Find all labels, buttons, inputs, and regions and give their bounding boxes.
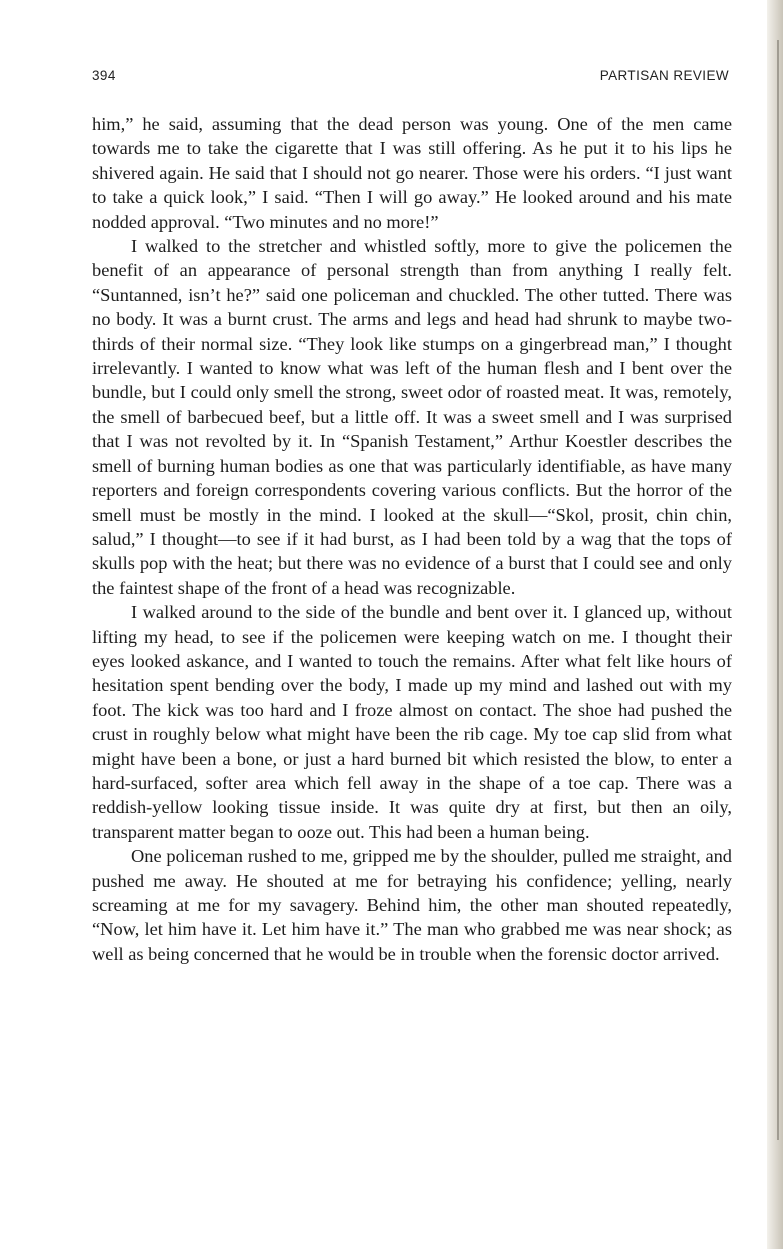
paragraph-policeman: One policeman rushed to me, gripped me by the shoulder, pulled me straight, and pushed me away. He shouted at me for betraying his confidence; yelling, nearly screaming at me for my savagery. Behind him, the other man shouted repeatedly, “Now, let him have it. Let him have it.” The man who grabbed me was near shock; as well as being concerned that he would be in trouble when the forensic doctor arrived. [92,846,732,964]
paragraph-continued: him,” he said, assuming that the dead person was young. One of the men came towards me to take the cigarette that I was still offering. As he put it to his lips he shivered again. He said that I should not go nearer. Those were his orders. “I just want to take a quick look,” I said. “Then I will go away.” He looked around and his mate nodded approval. “Two minutes and no more!” [92,114,732,232]
page-edge [767,0,783,1249]
paragraph-bundle: I walked around to the side of the bundle and bent over it. I glanced up, without lifting my head, to see if the policemen were keeping watch on me. I thought their eyes looked askance, and I wanted to touch the remains. After what felt like hours of hesitation spent bending over the body, I made up my mind and lashed out with my foot. The kick was too hard and I froze almost on contact. The shoe had pushed the crust in roughly below what might have been the rib cage. My toe cap slid from what might have been a bone, or just a hard burned bit which resisted the blow, to enter a hard-surfaced, softer area which fell away in the shape of a toe cap. There was a reddish-yellow looking tissue inside. It was quite dry at first, but then an oily, transparent matter began to ooze out. This had been a human being. [92,602,732,842]
page-edge-line [777,40,779,1140]
page-number: 394 [92,68,116,83]
body-text [92,112,732,966]
journal-title: PARTISAN REVIEW [599,68,729,83]
paragraph-stretcher: I walked to the stretcher and whistled softly, more to give the policemen the benefit of an appearance of personal strength than from anything I really felt. “Suntanned, isn’t he?” said one policeman and chuckled. The other tutted. There was no body. It was a burnt crust. The arms and legs and head had shrunk to maybe two-thirds of their normal size. “They look like stumps on a gingerbread man,” I thought irrelevantly. I wanted to know what was left of the human flesh and I bent over the bundle, but I could only smell the strong, sweet odor of roasted meat. It was, remotely, the smell of barbecued beef, but a little off. It was a sweet smell and I was surprised that I was not revolted by it. In “Spanish Testament,” Arthur Koestler describes the smell of burning human bodies as one that was particularly identifiable, as have many reporters and foreign correspondents covering various conflicts. But the horror of the smell must be mostly in the mind. I looked at the skull—“Skol, prosit, chin chin, salud,” I thought—to see if it had burst, as I had been told by a wag that the tops of skulls pop with the heat; but there was no evidence of a burst that I could see and only the faintest shape of the front of a head was recognizable. [92,236,732,598]
running-head [92,68,729,83]
